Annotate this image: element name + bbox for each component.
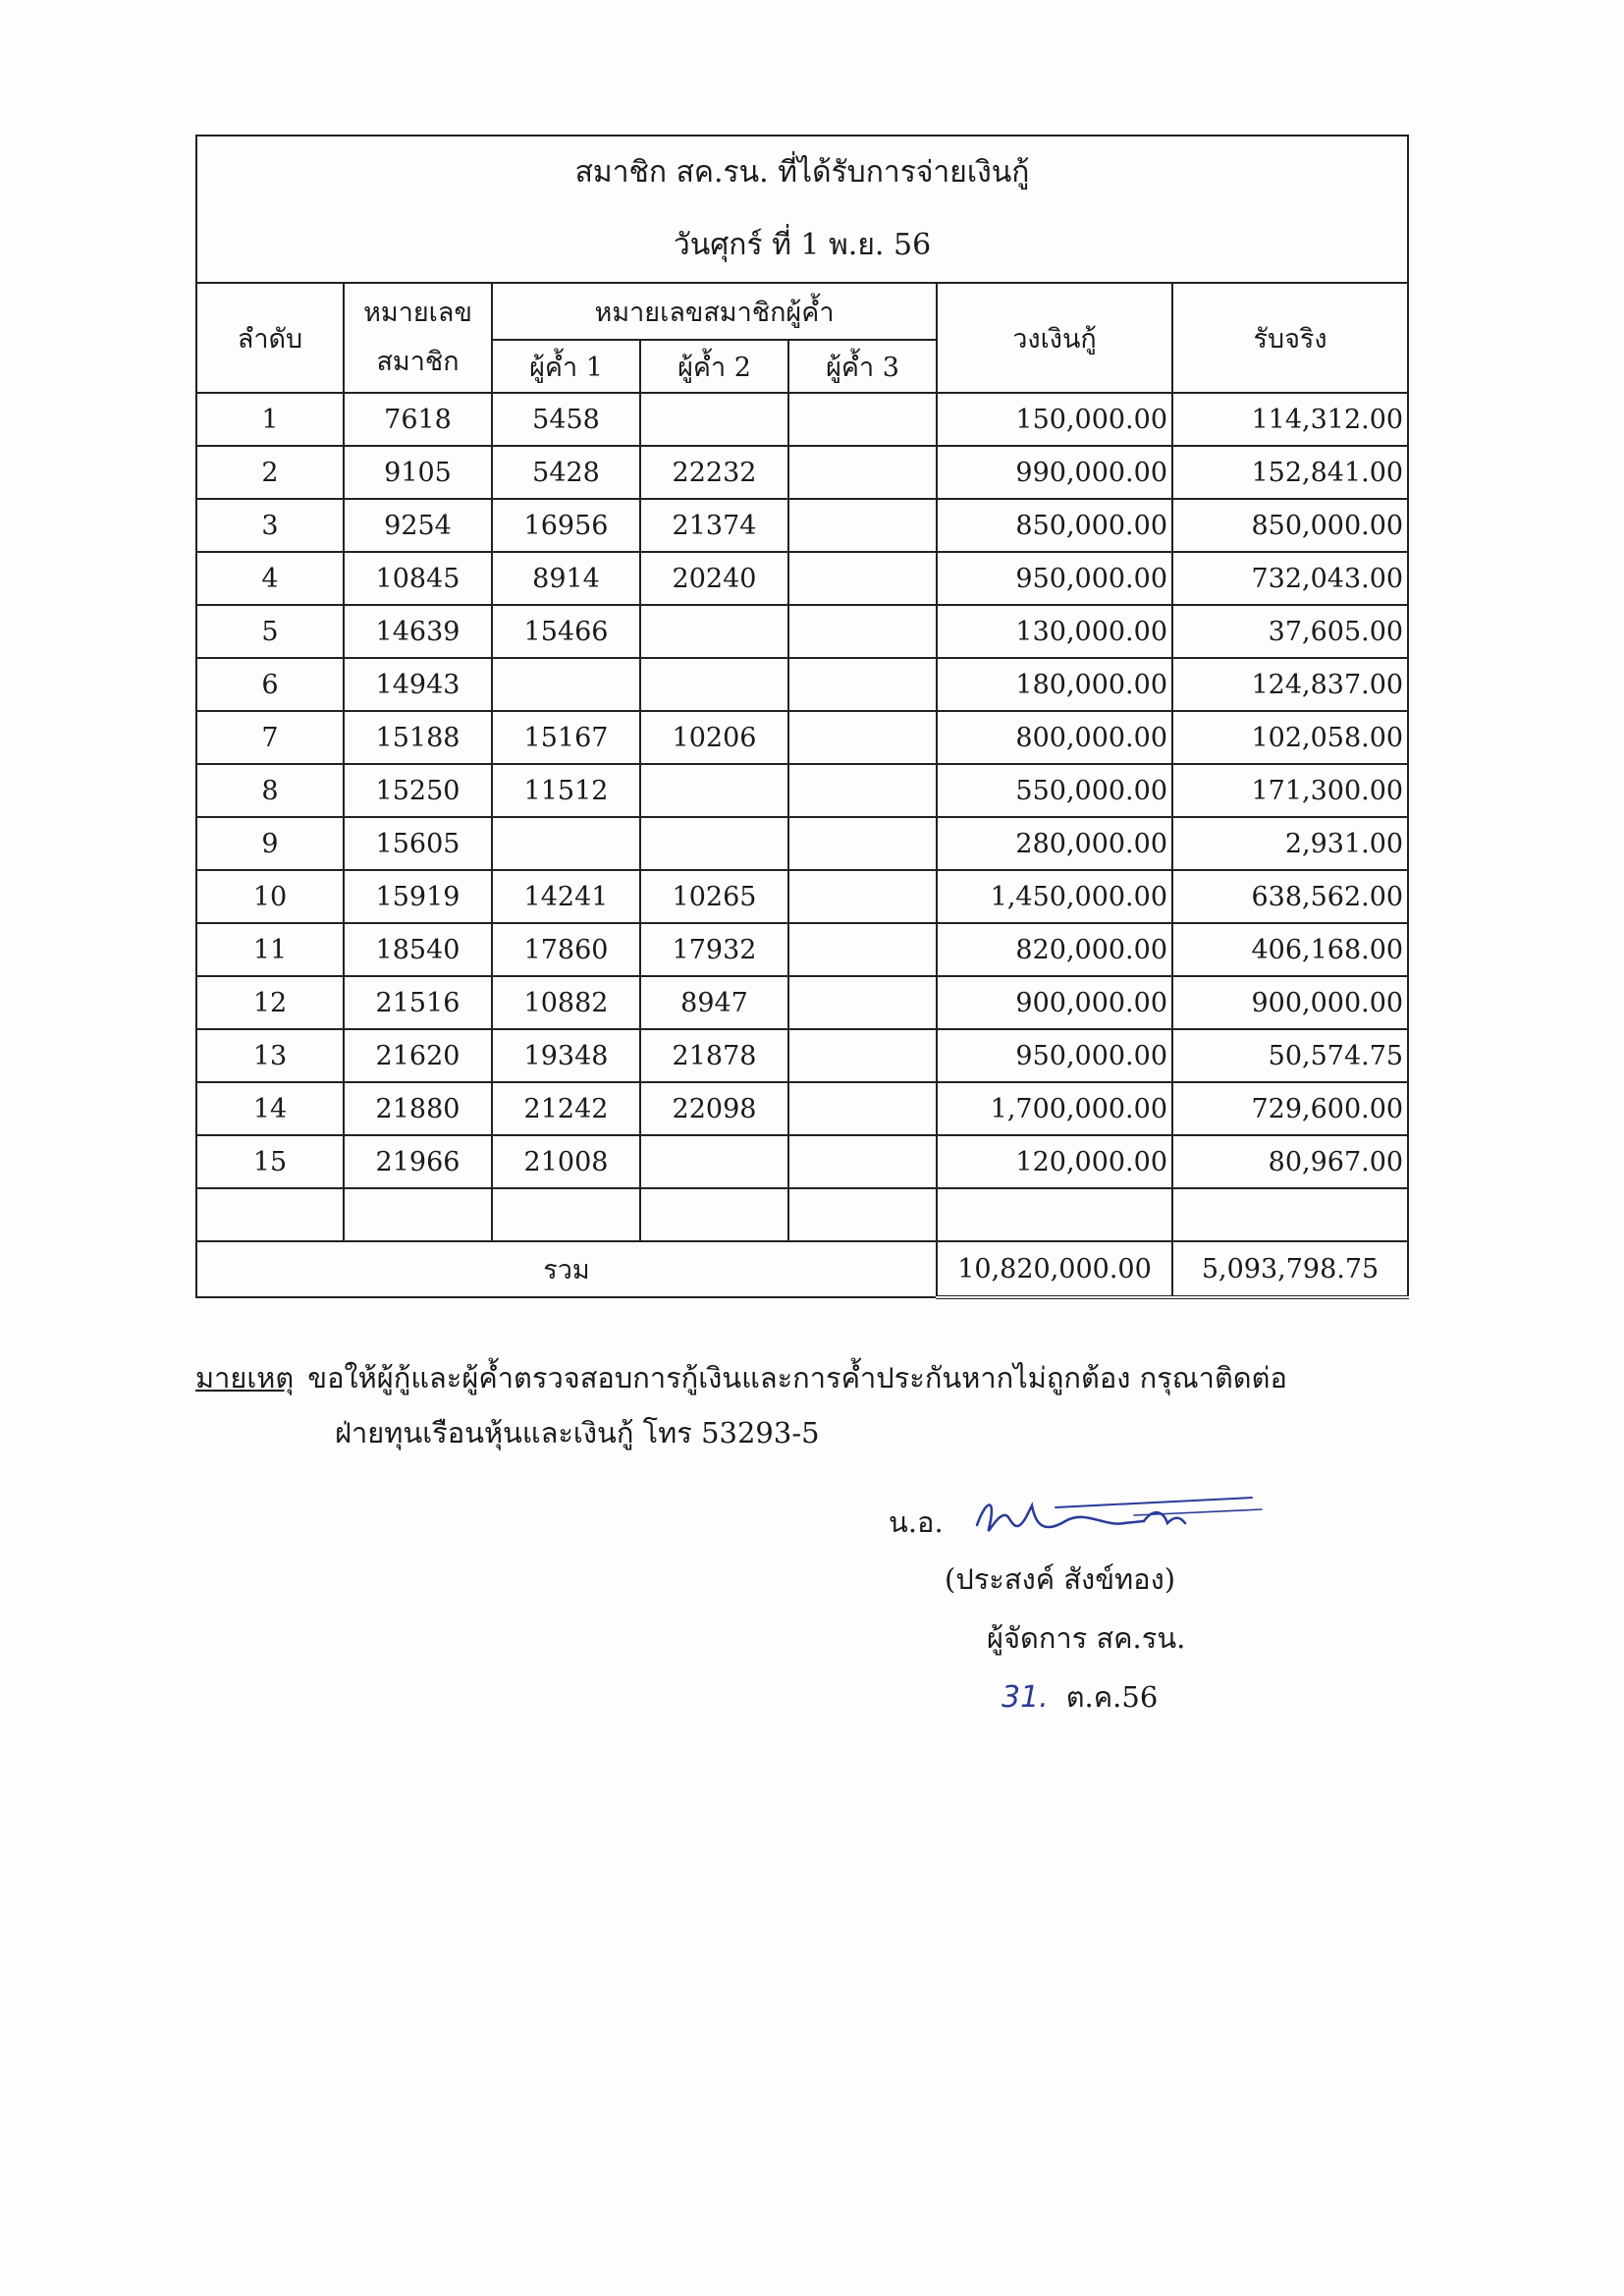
cell-guarantor1: 11512 xyxy=(492,764,640,817)
cell-guarantor3 xyxy=(788,1135,937,1188)
table-row xyxy=(196,711,1408,764)
signature-prefix: น.อ. xyxy=(889,1505,944,1539)
table-row xyxy=(196,605,1408,658)
table-row xyxy=(196,499,1408,552)
cell-guarantor1: 5428 xyxy=(492,446,640,499)
cell-seq: 11 xyxy=(196,923,344,976)
empty-cell xyxy=(344,1188,492,1241)
cell-member: 9105 xyxy=(344,446,492,499)
total-loan: 10,820,000.00 xyxy=(937,1241,1172,1297)
signature-date-day: 31. xyxy=(1001,1680,1049,1715)
cell-loan: 120,000.00 xyxy=(937,1135,1172,1188)
cell-received: 152,841.00 xyxy=(1172,446,1408,499)
table-row xyxy=(196,923,1408,976)
col-header-received: รับจริง xyxy=(1172,283,1408,393)
cell-member: 14639 xyxy=(344,605,492,658)
signature-line xyxy=(889,1488,1281,1547)
cell-received: 102,058.00 xyxy=(1172,711,1408,764)
cell-loan: 950,000.00 xyxy=(937,552,1172,605)
cell-guarantor3 xyxy=(788,764,937,817)
cell-member: 7618 xyxy=(344,393,492,446)
remark-line1 xyxy=(195,1350,1287,1405)
cell-guarantor3 xyxy=(788,923,937,976)
signature-date-month: ต.ค.56 xyxy=(1065,1680,1159,1714)
cell-received: 729,600.00 xyxy=(1172,1082,1408,1135)
col-header-seq: ลำดับ xyxy=(196,283,344,393)
cell-member: 9254 xyxy=(344,499,492,552)
cell-loan: 150,000.00 xyxy=(937,393,1172,446)
empty-cell xyxy=(492,1188,640,1241)
table-title-cell xyxy=(196,136,1408,283)
cell-received: 50,574.75 xyxy=(1172,1029,1408,1082)
cell-seq: 14 xyxy=(196,1082,344,1135)
cell-guarantor1: 14241 xyxy=(492,870,640,923)
remark-label: มายเหตุ xyxy=(195,1361,295,1394)
cell-seq: 4 xyxy=(196,552,344,605)
cell-loan: 850,000.00 xyxy=(937,499,1172,552)
table-row xyxy=(196,552,1408,605)
table-row-empty xyxy=(196,1188,1408,1241)
col-header-member-line1: หมายเลข xyxy=(363,298,472,328)
cell-guarantor2: 22232 xyxy=(640,446,788,499)
cell-member: 18540 xyxy=(344,923,492,976)
loan-table xyxy=(195,135,1409,1299)
cell-seq: 9 xyxy=(196,817,344,870)
cell-seq: 1 xyxy=(196,393,344,446)
table-row xyxy=(196,1082,1408,1135)
cell-loan: 550,000.00 xyxy=(937,764,1172,817)
cell-seq: 6 xyxy=(196,658,344,711)
total-row xyxy=(196,1241,1408,1297)
cell-seq: 5 xyxy=(196,605,344,658)
table-row xyxy=(196,1135,1408,1188)
cell-guarantor3 xyxy=(788,499,937,552)
cell-member: 21516 xyxy=(344,976,492,1029)
cell-guarantor1: 17860 xyxy=(492,923,640,976)
col-header-guarantor3: ผู้ค้ำ 3 xyxy=(788,340,937,393)
cell-guarantor2: 10206 xyxy=(640,711,788,764)
table-row xyxy=(196,817,1408,870)
cell-member: 15250 xyxy=(344,764,492,817)
cell-member: 15919 xyxy=(344,870,492,923)
table-row xyxy=(196,658,1408,711)
remark-block xyxy=(195,1350,1287,1460)
cell-guarantor2 xyxy=(640,605,788,658)
cell-seq: 7 xyxy=(196,711,344,764)
cell-guarantor3 xyxy=(788,817,937,870)
cell-member: 21880 xyxy=(344,1082,492,1135)
empty-cell xyxy=(1172,1188,1408,1241)
cell-guarantor1: 8914 xyxy=(492,552,640,605)
cell-guarantor2 xyxy=(640,1135,788,1188)
cell-seq: 15 xyxy=(196,1135,344,1188)
cell-guarantor1: 5458 xyxy=(492,393,640,446)
table-row xyxy=(196,764,1408,817)
col-header-guarantor1: ผู้ค้ำ 1 xyxy=(492,340,640,393)
cell-member: 10845 xyxy=(344,552,492,605)
cell-guarantor2: 22098 xyxy=(640,1082,788,1135)
cell-seq: 13 xyxy=(196,1029,344,1082)
empty-cell xyxy=(937,1188,1172,1241)
cell-guarantor3 xyxy=(788,1029,937,1082)
cell-received: 114,312.00 xyxy=(1172,393,1408,446)
cell-guarantor1: 21242 xyxy=(492,1082,640,1135)
cell-guarantor2: 20240 xyxy=(640,552,788,605)
cell-guarantor2: 21374 xyxy=(640,499,788,552)
cell-guarantor2 xyxy=(640,817,788,870)
cell-guarantor1: 10882 xyxy=(492,976,640,1029)
total-received: 5,093,798.75 xyxy=(1172,1241,1408,1297)
cell-loan: 900,000.00 xyxy=(937,976,1172,1029)
cell-guarantor1 xyxy=(492,817,640,870)
cell-member: 14943 xyxy=(344,658,492,711)
signer-title: ผู้จัดการ สค.รน. xyxy=(987,1621,1186,1655)
cell-received: 80,967.00 xyxy=(1172,1135,1408,1188)
cell-seq: 3 xyxy=(196,499,344,552)
cell-seq: 8 xyxy=(196,764,344,817)
table-row xyxy=(196,976,1408,1029)
cell-received: 37,605.00 xyxy=(1172,605,1408,658)
cell-guarantor3 xyxy=(788,711,937,764)
cell-loan: 280,000.00 xyxy=(937,817,1172,870)
cell-guarantor3 xyxy=(788,870,937,923)
remark-text-line2: ฝ่ายทุนเรือนหุ้นและเงินกู้ โทร 53293-5 xyxy=(335,1416,820,1449)
cell-guarantor2 xyxy=(640,658,788,711)
signature-date xyxy=(1001,1674,1158,1720)
col-header-member-line2: สมาชิก xyxy=(376,347,460,377)
empty-cell xyxy=(196,1188,344,1241)
empty-cell xyxy=(788,1188,937,1241)
cell-guarantor3 xyxy=(788,1082,937,1135)
cell-member: 21620 xyxy=(344,1029,492,1082)
table-row xyxy=(196,1029,1408,1082)
cell-guarantor3 xyxy=(788,976,937,1029)
cell-received: 900,000.00 xyxy=(1172,976,1408,1029)
cell-guarantor3 xyxy=(788,605,937,658)
cell-guarantor2 xyxy=(640,393,788,446)
cell-guarantor1: 15167 xyxy=(492,711,640,764)
cell-received: 406,168.00 xyxy=(1172,923,1408,976)
cell-received: 2,931.00 xyxy=(1172,817,1408,870)
empty-cell xyxy=(640,1188,788,1241)
cell-loan: 180,000.00 xyxy=(937,658,1172,711)
cell-received: 732,043.00 xyxy=(1172,552,1408,605)
table-row xyxy=(196,393,1408,446)
cell-seq: 10 xyxy=(196,870,344,923)
handwritten-signature xyxy=(957,1488,1281,1547)
table-row xyxy=(196,870,1408,923)
cell-received: 171,300.00 xyxy=(1172,764,1408,817)
cell-guarantor1: 16956 xyxy=(492,499,640,552)
cell-guarantor2: 10265 xyxy=(640,870,788,923)
cell-guarantor2 xyxy=(640,764,788,817)
cell-loan: 130,000.00 xyxy=(937,605,1172,658)
col-header-loan: วงเงินกู้ xyxy=(937,283,1172,393)
cell-guarantor1: 21008 xyxy=(492,1135,640,1188)
cell-guarantor3 xyxy=(788,446,937,499)
col-header-member xyxy=(344,283,492,393)
cell-loan: 800,000.00 xyxy=(937,711,1172,764)
remark-text-line1: ขอให้ผู้กู้และผู้ค้ำตรวจสอบการกู้เงินและการค้ำประกันหากไม่ถูกต้อง กรุณาติดต่อ xyxy=(307,1361,1287,1394)
document-date: วันศุกร์ ที่ 1 พ.ย. 56 xyxy=(673,228,932,262)
cell-guarantor2: 8947 xyxy=(640,976,788,1029)
cell-received: 124,837.00 xyxy=(1172,658,1408,711)
cell-guarantor1: 15466 xyxy=(492,605,640,658)
col-header-guarantors: หมายเลขสมาชิกผู้ค้ำ xyxy=(492,283,937,340)
cell-received: 638,562.00 xyxy=(1172,870,1408,923)
cell-guarantor2: 17932 xyxy=(640,923,788,976)
signer-name: (ประสงค์ สังข์ทอง) xyxy=(945,1562,1176,1596)
cell-guarantor2: 21878 xyxy=(640,1029,788,1082)
cell-loan: 820,000.00 xyxy=(937,923,1172,976)
cell-member: 21966 xyxy=(344,1135,492,1188)
col-header-guarantor2: ผู้ค้ำ 2 xyxy=(640,340,788,393)
cell-member: 15605 xyxy=(344,817,492,870)
cell-loan: 1,700,000.00 xyxy=(937,1082,1172,1135)
cell-received: 850,000.00 xyxy=(1172,499,1408,552)
cell-guarantor3 xyxy=(788,552,937,605)
cell-guarantor3 xyxy=(788,393,937,446)
cell-loan: 990,000.00 xyxy=(937,446,1172,499)
total-label: รวม xyxy=(196,1241,937,1297)
cell-seq: 2 xyxy=(196,446,344,499)
table-row xyxy=(196,446,1408,499)
cell-member: 15188 xyxy=(344,711,492,764)
cell-guarantor1 xyxy=(492,658,640,711)
cell-seq: 12 xyxy=(196,976,344,1029)
cell-loan: 950,000.00 xyxy=(937,1029,1172,1082)
cell-loan: 1,450,000.00 xyxy=(937,870,1172,923)
cell-guarantor1: 19348 xyxy=(492,1029,640,1082)
cell-guarantor3 xyxy=(788,658,937,711)
table-body xyxy=(196,393,1408,1188)
document-title: สมาชิก สค.รน. ที่ได้รับการจ่ายเงินกู้ xyxy=(574,155,1030,190)
